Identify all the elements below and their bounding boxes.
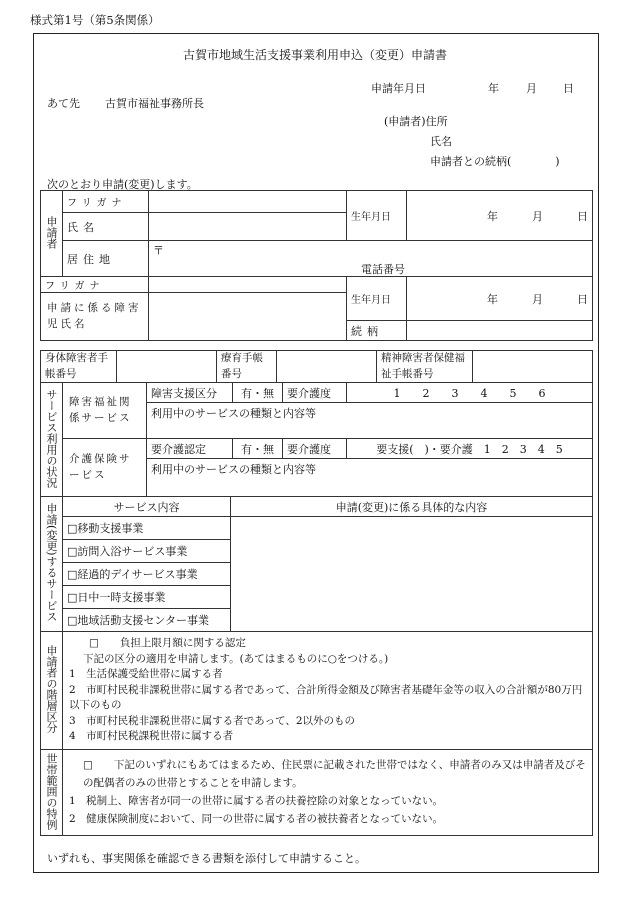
- income-instruction: 下記の区分の適用を申請します。(あてはまるものに○をつける。): [83, 652, 389, 665]
- child-relation-field[interactable]: [407, 321, 593, 341]
- child-relation-label: 続柄: [347, 321, 407, 341]
- footer-note: いずれも、事実関係を確認できる書類を添付して申請すること。: [47, 852, 366, 865]
- child-dob-label: 生年月日: [347, 277, 407, 321]
- income-item-2[interactable]: 2 市町村民税非課税世帯に属する者であって、合計所得金額及び障害者基礎年金等の収入の合計額が80万円以下のもの: [69, 683, 583, 711]
- income-item-3[interactable]: 3 市町村民税非課税世帯に属する者であって、2以外のもの: [69, 714, 356, 727]
- addressee-label: あて先: [47, 97, 80, 110]
- care-cert-label: 要介護認定: [147, 439, 233, 459]
- welfare-service-label: 障害福祉関係サービス: [63, 383, 147, 439]
- applicant-name-cell-label: 氏名: [63, 213, 149, 241]
- date-year: 年: [488, 82, 499, 95]
- service-detail-field[interactable]: [231, 517, 593, 632]
- ryoiku-handbook-label: 療育手帳番号: [217, 351, 277, 383]
- child-furigana-field[interactable]: [149, 277, 347, 293]
- physical-handbook-label: 身体障害者手帳番号: [41, 351, 117, 383]
- mental-handbook-field[interactable]: [473, 351, 593, 383]
- service-item-bathing[interactable]: □訪問入浴サービス事業: [63, 540, 231, 563]
- services-table: [40, 496, 593, 632]
- mental-handbook-label: 精神障害者保健福祉手帳番号: [377, 351, 473, 383]
- postal-mark: 〒: [153, 244, 164, 257]
- handbook-table: [40, 350, 593, 383]
- date-day: 日: [563, 82, 574, 95]
- household-section-label: 世帯範囲の特例: [41, 750, 63, 836]
- addressee-name: 古賀市福祉事務所長: [105, 97, 204, 110]
- income-table: [40, 631, 593, 836]
- intro-text: 次のとおり申請(変更)します。: [47, 178, 198, 191]
- service-item-day-service[interactable]: □経過的デイサービス事業: [63, 563, 231, 586]
- phone-label: 電話番号: [361, 263, 405, 276]
- insurance-yes-no[interactable]: 有・無: [233, 439, 283, 459]
- income-check-line[interactable]: □ 負担上限月額に関する認定: [89, 637, 246, 649]
- applicant-residence-field[interactable]: [149, 241, 593, 277]
- child-name-field[interactable]: [149, 293, 347, 341]
- income-item-4[interactable]: 4 市町村民税課税世帯に属する者: [69, 730, 234, 742]
- applicant-address-label: (申請者)住所: [384, 115, 448, 128]
- physical-handbook-field[interactable]: [117, 351, 217, 383]
- service-content-header: サービス内容: [63, 497, 231, 517]
- form-title: 古賀市地域生活支援事業利用申込（変更）申請書: [182, 48, 447, 62]
- household-content: [63, 750, 593, 836]
- date-label: 申請年月日: [371, 82, 426, 95]
- applicant-relation-label: 申請者との続柄( ): [430, 155, 560, 168]
- applicant-dob-label: 生年月日: [347, 191, 407, 241]
- service-status-section-label: サービス利用の状況: [41, 383, 63, 497]
- applicant-section-label: 申請者: [41, 191, 63, 277]
- service-status-table: [40, 382, 593, 497]
- child-furigana-label: フリガナ: [41, 277, 149, 293]
- welfare-yes-no[interactable]: 有・無: [233, 383, 283, 403]
- household-check-text[interactable]: □ 下記のいずれにもあてはまるため、住民票に記載された世帯ではなく、申請者のみ又は申請者及びその配偶者のみの世帯とすることを申請します。: [83, 759, 586, 789]
- child-dob-field[interactable]: 年 月 日: [407, 277, 593, 321]
- applicant-furigana-field[interactable]: [149, 191, 347, 213]
- welfare-usage-label[interactable]: 利用中のサービスの種類と内容等: [147, 403, 593, 439]
- support-class-label: 障害支援区分: [147, 383, 233, 403]
- insurance-usage-label[interactable]: 利用中のサービスの種類と内容等: [147, 459, 593, 497]
- applicant-name-label: 氏名: [430, 135, 452, 148]
- insurance-care-level-label: 要介護度: [283, 439, 347, 459]
- applicant-residence-label: 居住地: [63, 241, 149, 277]
- applicant-furigana-label: フリガナ: [63, 191, 149, 213]
- child-name-label: 申請に係る障害児氏名: [41, 293, 149, 341]
- income-content: [63, 632, 593, 750]
- applicant-dob-field[interactable]: 年 月 日: [407, 191, 593, 241]
- service-detail-header: 申請(変更)に係る具体的な内容: [231, 497, 593, 517]
- income-section-label: 申請者の階層区分: [41, 632, 63, 750]
- applicant-table: [40, 190, 593, 341]
- household-item-2: 2 健康保険制度において、同一の世帯に属する者の被扶養者となっていない。: [69, 813, 443, 825]
- insurance-service-label: 介護保険サービス: [63, 439, 147, 497]
- service-item-daytime-support[interactable]: □日中一時支援事業: [63, 586, 231, 609]
- ryoiku-handbook-field[interactable]: [277, 351, 377, 383]
- date-month: 月: [526, 82, 537, 95]
- applicant-name-field[interactable]: [149, 213, 347, 241]
- welfare-care-level-label: 要介護度: [283, 383, 347, 403]
- insurance-levels[interactable]: 要支援( )・要介護 1 2 3 4 5: [347, 439, 593, 459]
- service-item-mobility[interactable]: □移動支援事業: [63, 517, 231, 540]
- household-item-1: 1 税制上、障害者が同一の世帯に属する者の扶養控除の対象となっていない。: [69, 795, 444, 807]
- services-section-label: 申請(変更)するサービス: [41, 497, 63, 632]
- service-item-activity-center[interactable]: □地域活動支援センター事業: [63, 609, 231, 632]
- form-number: 様式第1号（第5条関係）: [30, 13, 160, 27]
- welfare-levels[interactable]: 1 2 3 4 5 6: [347, 383, 593, 403]
- income-item-1[interactable]: 1 生活保護受給世帯に属する者: [69, 668, 223, 680]
